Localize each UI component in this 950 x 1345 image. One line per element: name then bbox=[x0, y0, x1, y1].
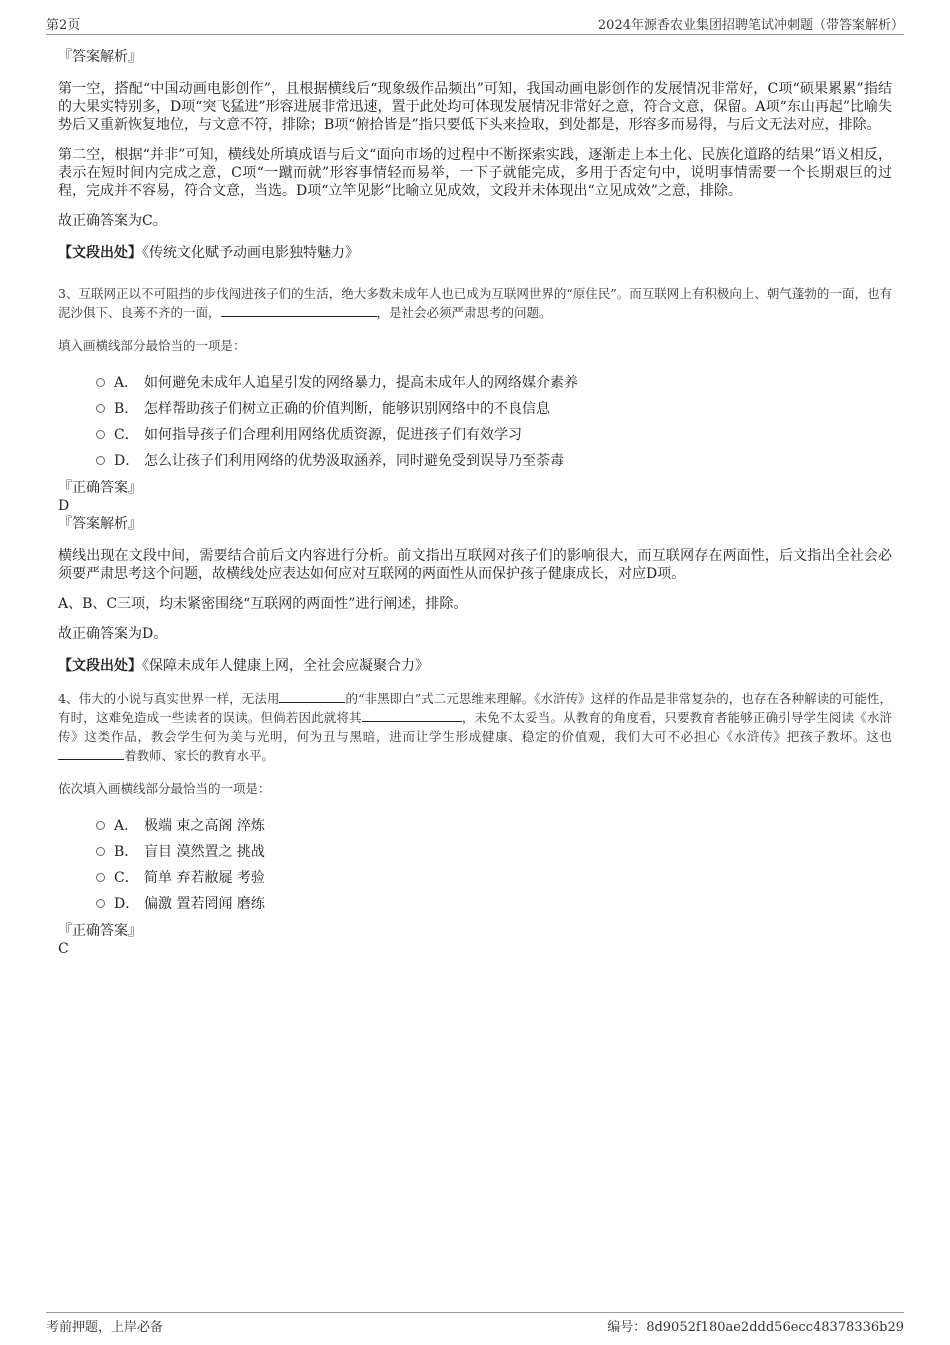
q3-stem bbox=[58, 284, 892, 322]
option-letter: B． bbox=[114, 844, 139, 860]
q3-option-b[interactable] bbox=[96, 395, 892, 421]
document-title: 2024年源香农业集团招聘笔试冲刺题（带答案解析） bbox=[597, 18, 904, 33]
option-letter: B． bbox=[114, 401, 139, 417]
q3-analysis-para1: 横线出现在文段中间，需要结合前后文内容进行分析。前文指出互联网对孩子们的影响很大，而互联网存在两面性，后文指出全社会必须要严肃思考这个问题，故横线处应表达如何应对互联网的两面性从而保护孩子健康成长，对应D项。 bbox=[58, 548, 892, 582]
option-text: 偏激 置若罔闻 磨练 bbox=[144, 896, 265, 912]
option-letter: A． bbox=[114, 818, 139, 834]
q2-analysis-para1: 第一空，搭配“中国动画电影创作”，且根据横线后“现象级作品频出”可知，我国动画电影创作的发展情况非常好，C项“硕果累累”指结的大果实特别多，D项“突飞猛进”形容进展非常迅速，置于此处均可体现发展情况非常好之意，符合文意，保留。A项“东山再起”比喻失势后又重新恢复地位，与文意不符，排除；B项“俯拾皆是”指只要低下头来捡取，到处都是，形容多而易得，与后文无法对应，排除。 bbox=[58, 81, 892, 133]
radio-icon[interactable] bbox=[96, 899, 105, 908]
option-letter: D． bbox=[114, 896, 140, 912]
document-id: 编号：8d9052f180ae2ddd56ecc48378336b29 bbox=[607, 1320, 904, 1335]
q4-option-b[interactable] bbox=[96, 838, 892, 864]
q3-source-label: 【文段出处】 bbox=[58, 658, 142, 674]
page-footer bbox=[46, 1312, 904, 1335]
option-text: 如何避免未成年人追星引发的网络暴力，提高未成年人的网络媒介素养 bbox=[144, 375, 578, 391]
radio-icon[interactable] bbox=[96, 456, 105, 465]
q2-source-text: 《传统文化赋予动画电影独特魅力》 bbox=[142, 245, 359, 261]
option-text: 简单 弃若敝屣 考验 bbox=[144, 870, 265, 886]
radio-icon[interactable] bbox=[96, 404, 105, 413]
q3-prompt: 填入画横线部分最恰当的一项是： bbox=[58, 338, 246, 353]
q4-option-d[interactable] bbox=[96, 890, 892, 916]
radio-icon[interactable] bbox=[96, 847, 105, 856]
option-letter: D． bbox=[114, 453, 140, 469]
q4-blank-3 bbox=[58, 747, 124, 760]
q4-option-a[interactable] bbox=[96, 812, 892, 838]
main-content bbox=[58, 48, 892, 958]
q3-answer: D bbox=[58, 498, 70, 514]
option-text: 怎么让孩子们利用网络的优势汲取涵养，同时避免受到误导乃至荼毒 bbox=[144, 453, 564, 469]
option-text: 如何指导孩子们合理利用网络优质资源，促进孩子们有效学习 bbox=[144, 427, 522, 443]
q4-answer: C bbox=[58, 941, 69, 957]
option-letter: C． bbox=[114, 870, 139, 886]
q3-option-d[interactable] bbox=[96, 447, 892, 473]
radio-icon[interactable] bbox=[96, 873, 105, 882]
page-number: 第2页 bbox=[46, 18, 81, 33]
q4-answer-label: 『正确答案』 bbox=[58, 923, 142, 939]
q4-blank-2 bbox=[362, 709, 462, 722]
q2-analysis-para2: 第二空，根据“并非”可知，横线处所填成语与后文“面向市场的过程中不断探索实践，逐渐走上本土化、民族化道路的结果”语义相反，表示在短时间内完成之意，C项“一蹴而就”形容事情轻而易举，一下子就能完成，多用于否定句中，说明事情需要一个长期艰巨的过程，完成并不容易，符合文意，当选。D项“立竿见影”比喻立见成效，文段并未体现出“立见成效”之意，排除。 bbox=[58, 147, 892, 199]
q3-option-c[interactable] bbox=[96, 421, 892, 447]
q4-prompt: 依次填入画横线部分最恰当的一项是： bbox=[58, 781, 271, 796]
page-header bbox=[46, 14, 904, 35]
q3-analysis-label: 『答案解析』 bbox=[58, 516, 142, 532]
q3-conclusion: 故正确答案为D。 bbox=[58, 626, 168, 642]
q3-options bbox=[96, 369, 892, 473]
q4-option-c[interactable] bbox=[96, 864, 892, 890]
q3-stem-after: ，是社会必须严肃思考的问题。 bbox=[376, 305, 552, 320]
footer-slogan: 考前押题，上岸必备 bbox=[46, 1320, 164, 1335]
option-text: 极端 束之高阁 淬炼 bbox=[144, 818, 265, 834]
q2-conclusion: 故正确答案为C。 bbox=[58, 213, 167, 229]
q3-analysis-para2: A、B、C三项，均未紧密围绕“互联网的两面性”进行阐述，排除。 bbox=[58, 596, 468, 612]
radio-icon[interactable] bbox=[96, 430, 105, 439]
option-text: 盲目 漠然置之 挑战 bbox=[144, 844, 265, 860]
radio-icon[interactable] bbox=[96, 821, 105, 830]
q4-stem-part2: 的“非黑即白”式二元思维来理解。《水浒传》这样的作品是非常复杂的，也存在各种解读的可能性，有时，这难免造成一些读者的误读。但倘若因此就将其 bbox=[58, 691, 892, 725]
q3-answer-label: 『正确答案』 bbox=[58, 480, 142, 496]
q4-stem-part3: ，未免不太妥当。从教育的角度看，只要教育者能够正确引导学生阅读《水浒传》这类作品，教会学生何为美与光明，何为丑与黑暗，进而让学生形成健康、稳定的价值观，我们大可不必担心《水浒传》把孩子教坏。这也 bbox=[58, 710, 892, 744]
q2-analysis-label: 『答案解析』 bbox=[58, 49, 142, 65]
radio-icon[interactable] bbox=[96, 378, 105, 387]
q4-stem bbox=[58, 689, 892, 765]
q2-source bbox=[58, 244, 892, 262]
q2-source-label: 【文段出处】 bbox=[58, 245, 142, 261]
q4-options bbox=[96, 812, 892, 916]
q3-option-a[interactable] bbox=[96, 369, 892, 395]
q3-source bbox=[58, 657, 892, 675]
q3-source-text: 《保障未成年人健康上网，全社会应凝聚合力》 bbox=[142, 658, 429, 674]
option-letter: C． bbox=[114, 427, 139, 443]
q3-stem-before: 3、互联网正以不可阻挡的步伐闯进孩子们的生活，绝大多数未成年人也已成为互联网世界的“原住民”。而互联网上有积极向上、朝气蓬勃的一面，也有泥沙俱下、良莠不齐的一面， bbox=[58, 286, 892, 320]
q3-blank bbox=[221, 304, 377, 317]
q4-blank-1 bbox=[279, 690, 345, 703]
q4-stem-part4: 着教师、家长的教育水平。 bbox=[124, 748, 275, 763]
option-letter: A． bbox=[114, 375, 139, 391]
option-text: 怎样帮助孩子们树立正确的价值判断，能够识别网络中的不良信息 bbox=[144, 401, 550, 417]
q4-stem-part1: 4、伟大的小说与真实世界一样，无法用 bbox=[58, 691, 280, 706]
